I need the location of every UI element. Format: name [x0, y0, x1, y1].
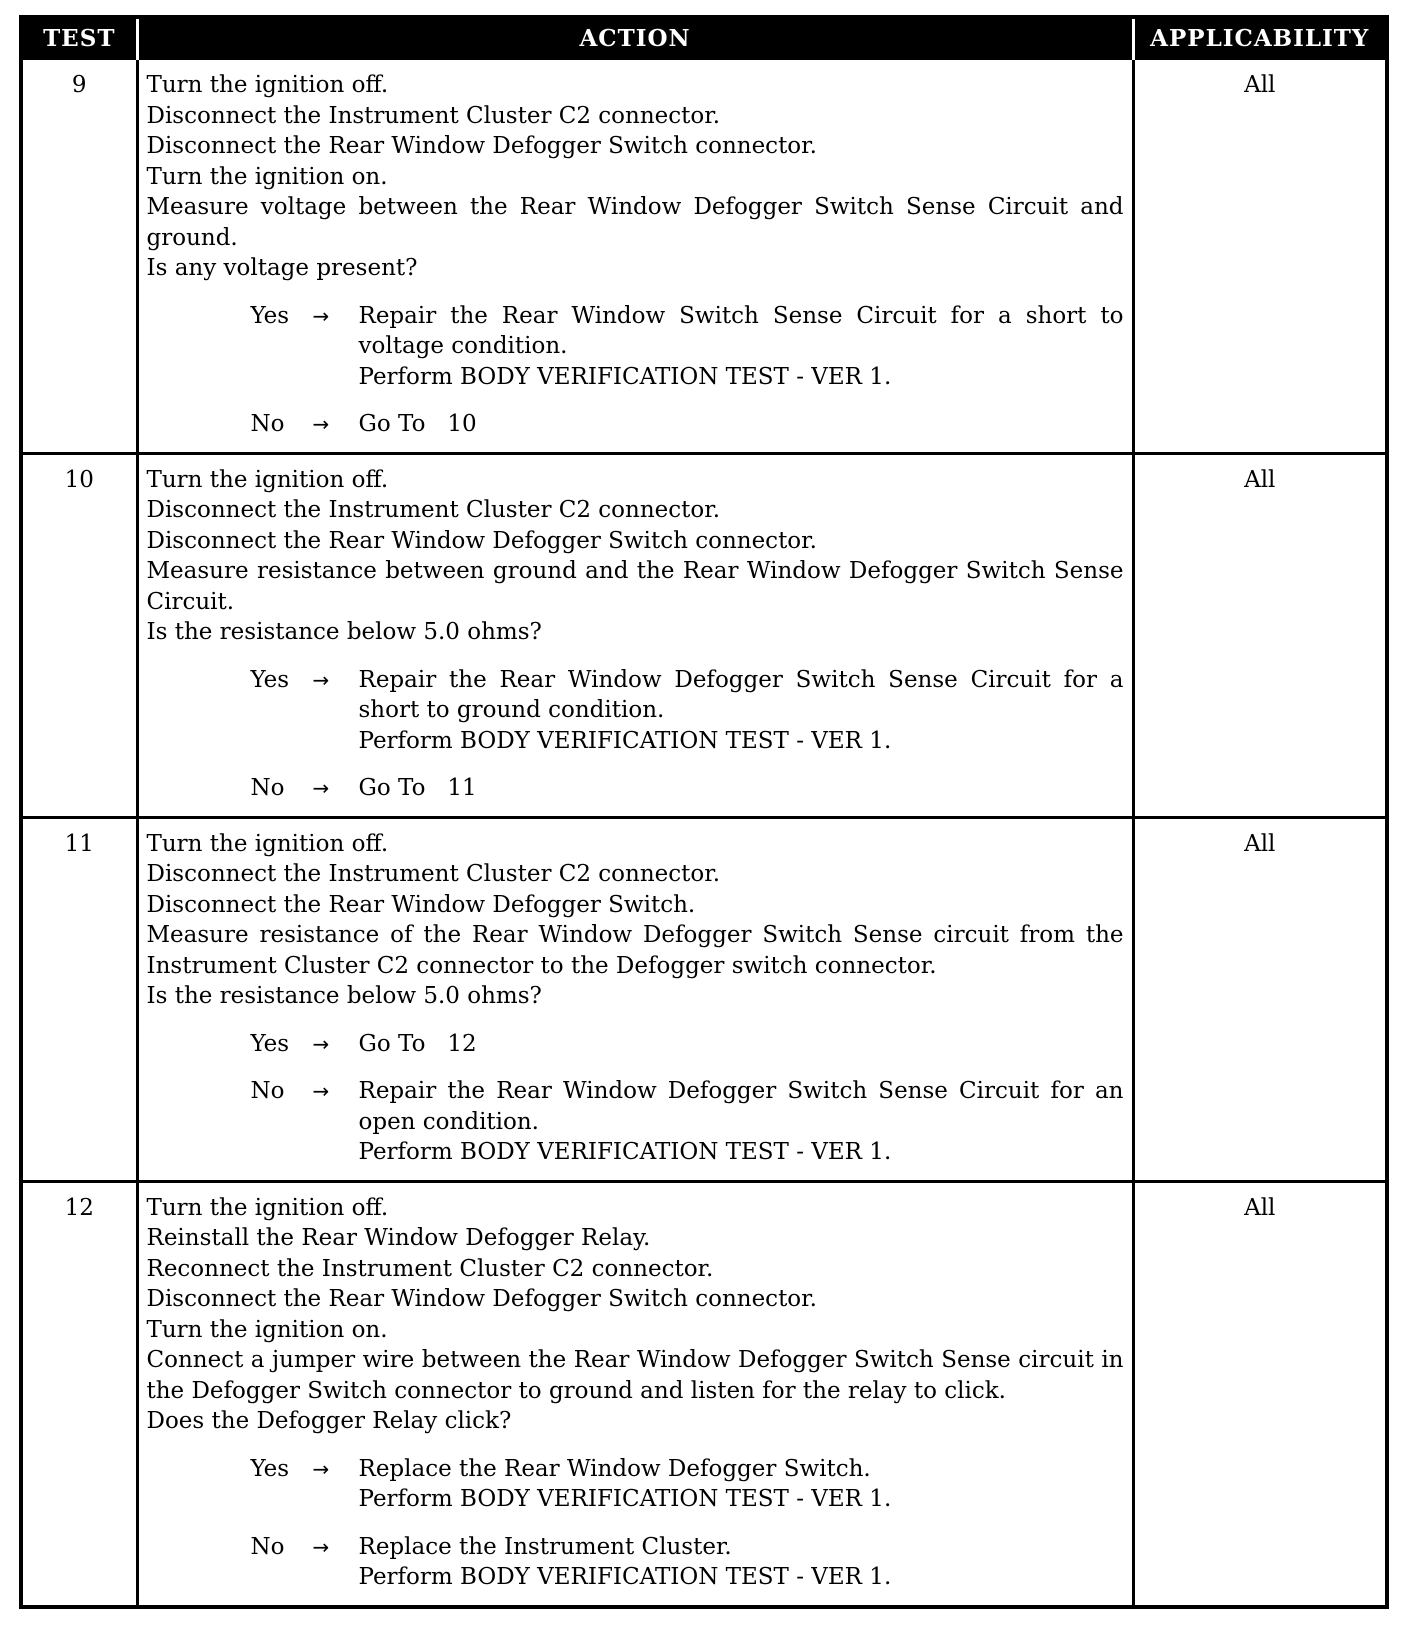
action-step: Disconnect the Rear Window Defogger Switch connector.	[146, 1286, 817, 1312]
result-text	[359, 1029, 1124, 1060]
result-line: Perform BODY VERIFICATION TEST - VER 1.	[358, 363, 892, 390]
result-text	[359, 773, 1124, 804]
test-number: 12	[21, 1181, 137, 1607]
result-branch	[250, 665, 1131, 757]
action-step: Measure resistance between ground and the Rear Window Defogger Switch Sense Circuit.	[146, 558, 1124, 615]
result-line: Perform BODY VERIFICATION TEST - VER 1.	[358, 727, 892, 754]
action-step: Measure resistance of the Rear Window Defogger Switch Sense circuit from the Instrument Cluster C2 connector to the Defogger switch connector.	[146, 922, 1124, 979]
result-text	[358, 1076, 1131, 1168]
arrow-right-icon: →	[312, 1534, 330, 1559]
applicability-cell: All	[1133, 453, 1387, 817]
action-step: Reinstall the Rear Window Defogger Relay.	[146, 1225, 651, 1251]
result-line: Repair the Rear Window Defogger Switch Sense Circuit for a short to ground condition.	[358, 666, 1131, 723]
action-cell	[137, 1181, 1133, 1607]
arrow-right-icon: →	[312, 412, 330, 436]
action-step: Turn the ignition off.	[146, 466, 389, 493]
test-number: 9	[21, 59, 137, 454]
header-applicability: APPLICABILITY	[1133, 17, 1387, 59]
result-line: Replace the Instrument Cluster.	[358, 1533, 732, 1560]
arrow-right-icon: →	[312, 667, 330, 692]
action-cell	[137, 59, 1133, 454]
result-line: Go To 11	[358, 775, 477, 801]
result-label: No	[250, 1078, 285, 1104]
header-test: TEST	[21, 17, 137, 59]
action-step: Turn the ignition off.	[146, 72, 389, 98]
result-line: Repair the Rear Window Switch Sense Circuit for a short to voltage condition.	[358, 302, 1131, 359]
result-label: No	[250, 411, 285, 437]
action-step: Measure voltage between the Rear Window Defogger Switch Sense Circuit and ground.	[146, 194, 1124, 251]
result-line: Perform BODY VERIFICATION TEST - VER 1.	[358, 1486, 892, 1512]
result-branch	[250, 1076, 1131, 1168]
action-step: Turn the ignition on.	[146, 163, 388, 190]
arrow-right-icon: →	[312, 1079, 330, 1103]
table-body	[21, 59, 1387, 1607]
action-step: Disconnect the Instrument Cluster C2 connector.	[146, 497, 721, 523]
result-text	[359, 409, 1124, 440]
table-header-row	[21, 17, 1387, 59]
result-line: Go To 10	[358, 411, 477, 437]
result-label: No	[250, 775, 285, 801]
action-step: Turn the ignition off.	[146, 1194, 389, 1221]
result-label: No	[250, 1533, 285, 1560]
test-number: 10	[21, 453, 137, 817]
arrow-right-icon: →	[312, 303, 330, 328]
arrow-right-icon: →	[312, 776, 330, 800]
diagnostic-test-table	[19, 15, 1389, 1609]
action-step: Disconnect the Rear Window Defogger Switch connector.	[146, 527, 817, 554]
result-line: Go To 12	[358, 1030, 477, 1057]
arrow-right-icon: →	[312, 1456, 330, 1481]
action-step: Turn the ignition off.	[146, 830, 389, 857]
result-line: Repair the Rear Window Defogger Switch Sense Circuit for an open condition.	[358, 1078, 1131, 1135]
result-label: Yes	[250, 666, 290, 693]
action-step: Disconnect the Instrument Cluster C2 connector.	[146, 102, 721, 129]
result-label: Yes	[250, 1030, 290, 1057]
result-label: Yes	[250, 302, 290, 329]
result-line: Perform BODY VERIFICATION TEST - VER 1.	[358, 1564, 892, 1590]
action-step: Does the Defogger Relay click?	[146, 1408, 512, 1434]
result-text	[358, 665, 1131, 757]
header-action: ACTION	[137, 17, 1133, 59]
table-row	[21, 1181, 1387, 1607]
test-number: 11	[21, 817, 137, 1181]
action-step: Reconnect the Instrument Cluster C2 connector.	[146, 1255, 714, 1282]
result-line: Replace the Rear Window Defogger Switch.	[358, 1455, 871, 1482]
applicability-cell: All	[1133, 1181, 1387, 1607]
action-step: Is the resistance below 5.0 ohms?	[146, 983, 542, 1009]
action-step: Disconnect the Rear Window Defogger Switch.	[146, 891, 696, 918]
result-branch	[251, 409, 1124, 440]
action-step: Turn the ignition on.	[146, 1316, 388, 1343]
result-branch	[251, 1532, 1124, 1593]
action-step: Disconnect the Rear Window Defogger Switch connector.	[146, 133, 817, 159]
action-step: Is any voltage present?	[146, 255, 418, 281]
action-step: Is the resistance below 5.0 ohms?	[146, 619, 542, 645]
applicability-cell: All	[1133, 59, 1387, 454]
table-row	[21, 817, 1387, 1181]
result-text	[359, 1454, 1124, 1515]
table-row	[21, 59, 1387, 454]
result-branch	[250, 301, 1131, 393]
result-text	[358, 301, 1131, 393]
arrow-right-icon: →	[312, 1031, 330, 1056]
result-branch	[251, 1029, 1124, 1060]
result-text	[359, 1532, 1124, 1593]
action-cell	[137, 453, 1133, 817]
applicability-cell: All	[1133, 817, 1387, 1181]
result-branch	[251, 773, 1124, 804]
result-label: Yes	[250, 1455, 290, 1482]
action-step: Connect a jumper wire between the Rear Window Defogger Switch Sense circuit in the Defogger Switch connector to ground and listen for the relay to click.	[146, 1347, 1124, 1404]
table-row	[21, 453, 1387, 817]
result-line: Perform BODY VERIFICATION TEST - VER 1.	[358, 1139, 892, 1165]
action-cell	[137, 817, 1133, 1181]
action-step: Disconnect the Instrument Cluster C2 connector.	[146, 861, 721, 887]
result-branch	[251, 1454, 1124, 1515]
